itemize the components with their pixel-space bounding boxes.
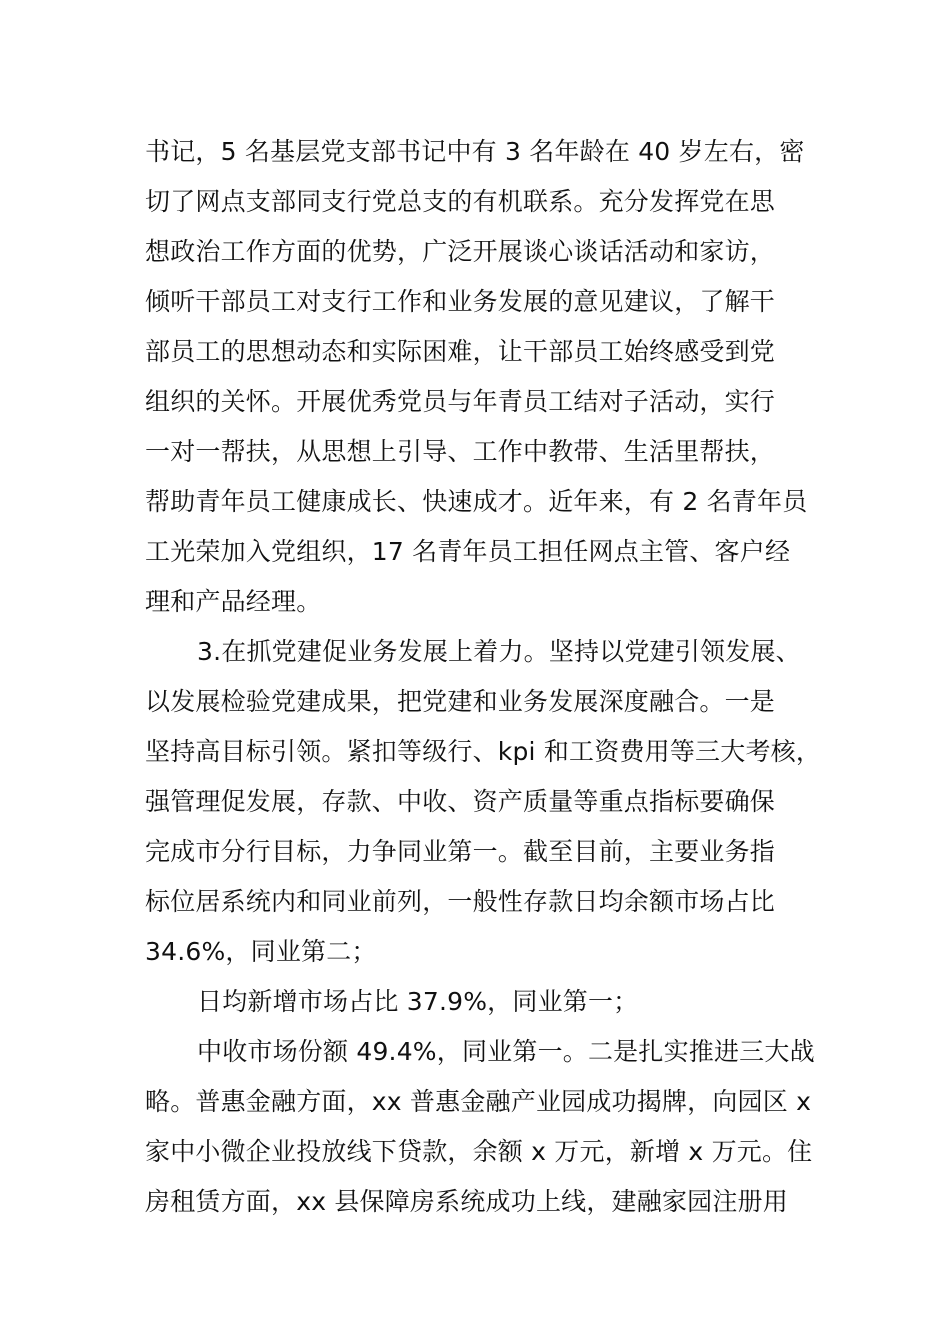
text-line-13: 坚持高目标引领。紧扣等级行、kpi 和工资费用等三大考核， <box>145 737 822 766</box>
text-line-21: 家中小微企业投放线下贷款，余额 x 万元，新增 x 万元。住 <box>145 1137 813 1166</box>
text-line-14: 强管理促发展，存款、中收、资产质量等重点指标要确保 <box>145 787 776 816</box>
text-line-3: 想政治工作方面的优势，广泛开展谈心谈话活动和家访， <box>145 237 776 266</box>
text-line-6: 组织的关怀。开展优秀党员与年青员工结对子活动，实行 <box>145 387 776 416</box>
text-line-7: 一对一帮扶，从思想上引导、工作中教带、生活里帮扶， <box>145 437 776 466</box>
text-line-20: 略。普惠金融方面，xx 普惠金融产业园成功揭牌，向园区 x <box>145 1087 812 1116</box>
text-line-12: 以发展检验党建成果，把党建和业务发展深度融合。一是 <box>145 687 776 716</box>
text-line-18: 日均新增市场占比 37.9%，同业第一； <box>197 987 639 1016</box>
text-line-9: 工光荣加入党组织，17 名青年员工担任网点主管、客户经 <box>145 537 791 566</box>
text-line-4: 倾听干部员工对支行工作和业务发展的意见建议，了解干 <box>145 287 776 316</box>
text-line-19: 中收市场份额 49.4%，同业第一。二是扎实推进三大战 <box>197 1037 815 1066</box>
text-line-10: 理和产品经理。 <box>145 587 322 616</box>
text-line-2: 切了网点支部同支行党总支的有机联系。充分发挥党在思 <box>145 187 776 216</box>
section-3-heading-line: 3.在抓党建促业务发展上着力。坚持以党建引领发展、 <box>197 637 801 666</box>
text-line-15: 完成市分行目标，力争同业第一。截至目前，主要业务指 <box>145 837 776 866</box>
text-line-17: 34.6%，同业第二； <box>145 937 377 966</box>
text-line-5: 部员工的思想动态和实际困难，让干部员工始终感受到党 <box>145 337 776 366</box>
text-line-8: 帮助青年员工健康成长、快速成才。近年来，有 2 名青年员 <box>145 487 808 516</box>
text-line-1: 书记，5 名基层党支部书记中有 3 名年龄在 40 岁左右，密 <box>145 137 805 166</box>
text-line-22: 房租赁方面，xx 县保障房系统成功上线，建融家园注册用 <box>145 1187 788 1216</box>
text-line-16: 标位居系统内和同业前列，一般性存款日均余额市场占比 <box>145 887 776 916</box>
